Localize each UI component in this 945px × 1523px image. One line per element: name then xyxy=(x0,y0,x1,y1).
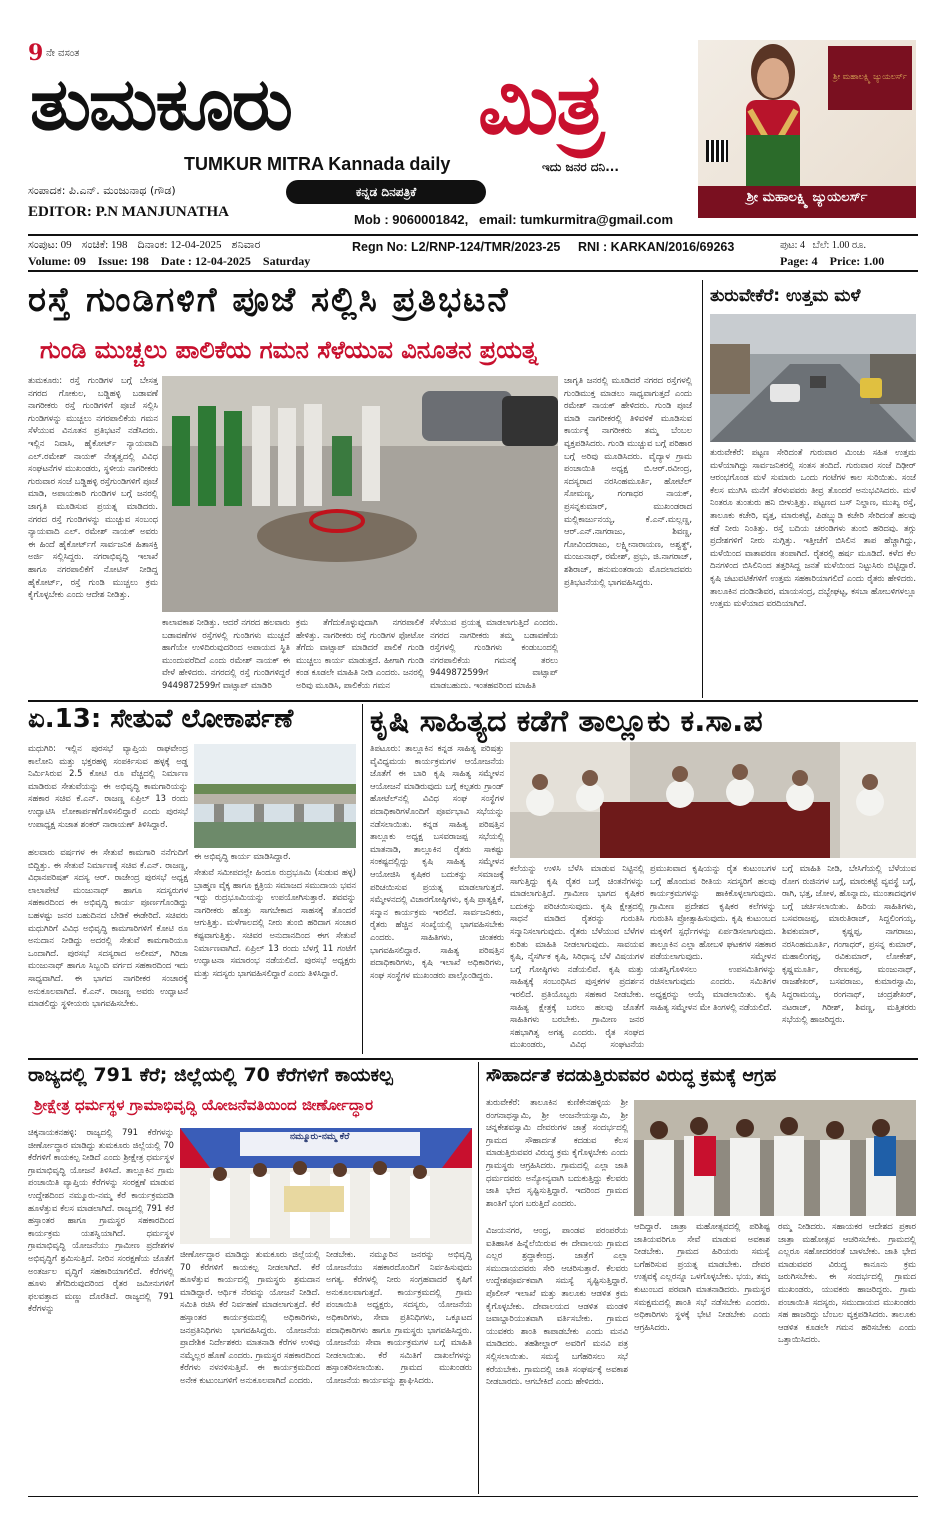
dateline-kannada xyxy=(28,239,368,252)
edition-number: 9 xyxy=(28,40,44,66)
dateline-top-rule xyxy=(28,234,918,236)
ad-logo-block: ಶ್ರೀ ಮಹಾಲಕ್ಷ್ಮಿ ಜ್ಯುಯಲರ್ಸ್ xyxy=(828,46,912,110)
day-kannada: ಶನಿವಾರ xyxy=(231,239,261,251)
harmony-column-c: ರಮ್ಮ ನೀಡಿದರು. ಸಹಾಯಕರ ಆದೇಶದ ಪ್ರಕಾರ ಜಾತ್ರಾ ಮಹೋತ್ಸವ ಆಚರಿಸಬೇಕು. ಗ್ರಾಮದಲ್ಲಿ ಎಲ್ಲರೂ ಸಹೋದರರಂತೆ ಬಾಳಬೇಕು. ಜಾತಿ ಭೇದ ಮಾಡುವವರ ವಿರುದ್ಧ ಕಾನೂನು ಕ್ರಮ ಜರುಗಿಸಬೇಕು. ಈ ಸಂದರ್ಭದಲ್ಲಿ ಗ್ರಾಮದ ಮುಖಂಡರು, ಯುವಕರು ಹಾಜರಿದ್ದರು. ಗ್ರಾಮ ಪಂಚಾಯಿತಿ ಸದಸ್ಯರು, ಸಮುದಾಯದ ಮುಖಂಡರು ಸಹ ಹಾಜರಿದ್ದು ಬೆಂಬಲ ವ್ಯಕ್ತಪಡಿಸಿದರು. ತಾಲೂಕು ಆಡಳಿತ ಕೂಡಲೇ ಗಮನ ಹರಿಸಬೇಕು ಎಂದು ಒತ್ತಾಯಿಸಿದರು. xyxy=(778,1221,916,1345)
bridge-photo xyxy=(194,744,356,848)
column-rule-right xyxy=(702,280,703,698)
kasapa-photo-meeting xyxy=(510,742,916,858)
page-price-kannada: ಪುಟ: 4 ಬೆಲೆ: 1.00 ರೂ. xyxy=(780,240,867,251)
column-rule-bottom xyxy=(478,1062,479,1494)
lead-headline: ರಸ್ತೆ ಗುಂಡಿಗಳಿಗೆ ಪೂಜೆ ಸಲ್ಲಿಸಿ ಪ್ರತಿಭಟನೆ xyxy=(28,280,510,320)
kasapa-column-mid2: ಪ್ರಮುಖವಾದ ಕೃಷಿಯನ್ನು ರೈತ ಕುಟುಂಬಗಳ ಬಗ್ಗೆ ಹೊಂದುವ ರೀತಿಯ ಸದಸ್ಯರಿಗೆ ಹಲವು ಕಾರ್ಯಕ್ರಮಗಳನ್ನು ಹಾಕಿಕೊಳ್ಳಲಾಗುವುದು. ಗ್ರಾಮೀಣ ಪ್ರದೇಶದ ಕೃಷಿಕರ ಕಲೆಗಳನ್ನು ಗುರುತಿಸಿ ಪ್ರೋತ್ಸಾಹಿಸುವುದು. ಕೃಷಿ ಕುಟುಂಬದ ಮಕ್ಕಳಿಗೆ ಸ್ಪರ್ಧೆಗಳನ್ನು ಏರ್ಪಡಿಸಲಾಗುವುದು. ತಾಲ್ಲೂಕಿನ ಎಲ್ಲಾ ಹೋಬಳಿ ಘಟಕಗಳ ಸಹಕಾರ ಪಡೆಯಲಾಗುವುದು. ಸಮ್ಮೇಳನ ಯಶಸ್ವಿಗೊಳಿಸಲು ಉಪಸಮಿತಿಗಳನ್ನು ರಚಿಸಲಾಗುವುದು ಎಂದರು. ಸಮಿತಿಗಳ ಅಧ್ಯಕ್ಷರನ್ನು ಆಯ್ಕೆ ಮಾಡಲಾಯಿತು. ಕೃಷಿ ಸಾಹಿತ್ಯ ಸಮ್ಮೇಳನ ಮೇ ತಿಂಗಳಲ್ಲಿ ನಡೆಯಲಿದೆ. xyxy=(650,863,776,1012)
masthead-title-right: ಮಿತ್ರ xyxy=(478,54,603,153)
lead-subhead: ಗುಂಡಿ ಮುಚ್ಚಲು ಪಾಲಿಕೆಯ ಗಮನ ಸೆಳೆಯುವ ವಿನೂತನ ಪ್ರಯತ್ನ xyxy=(40,336,538,364)
contact-line: Mob : 9060001842, email: tumkurmitra@gmail.com xyxy=(354,212,674,227)
date-kannada: ದಿನಾಂಕ: 12-04-2025 xyxy=(137,239,222,251)
lead-column-3: ಕ್ರಮ ತೆಗೆದುಕೊಳ್ಳುವುದಾಗಿ ನಗರಪಾಲಿಕೆ ಹೇಳಿತ್ತು. ನಾಗರೀಕರು ರಸ್ತೆ ಗುಂಡಿಗಳ ಫೋಟೋ ತೆಗೆದು ವಾಟ್ಸಾಪ್ ಮಾಡಿದರೆ ಪಾಲಿಕೆ ಗುಂಡಿ ಮುಚ್ಚಲು ಕಾರ್ಯ ಮಾಡುತ್ತದೆ. ಹೀಗಾಗಿ ಗುಂಡಿ ಕಂಡ ಕೂಡಲೇ ಮಾಹಿತಿ ನೀಡಿ ಎಂದರು. ಜನರಲ್ಲಿ ಅರಿವು ಮೂಡಿಸಿ, ಪಾಲಿಕೆಯ ಗಮನ xyxy=(296,617,424,690)
lead-column-2: ಕಾಲಾವಕಾಶ ನೀಡಿತ್ತು. ಆದರೆ ನಗರದ ಹಲವಾರು ಬಡಾವಣೆಗಳ ರಸ್ತೆಗಳಲ್ಲಿ ಗುಂಡಿಗಳು ಮುಚ್ಚದೆ ಹಾಗೆಯೇ ಉಳಿದಿರುವುದರಿಂದ ಅಪಾಯದ ಸ್ಥಿತಿ ಮುಂದುವರೆದಿದೆ ಎಂದು ರಮೇಶ್ ನಾಯಕ್ ಈ ವೇಳೆ ಹೇಳಿದರು. ನಗರದಲ್ಲಿ ರಸ್ತೆ ಗುಂಡಿಗಳಿದ್ದರೆ 9449872599ಗೆ ವಾಟ್ಸಾಪ್ ಮಾಡಿರಿ xyxy=(162,617,290,690)
lakes-column-2: ಜೀರ್ಣೋದ್ಧಾರ ಮಾಡಿದ್ದು ತುಮಕೂರು ಜಿಲ್ಲೆಯಲ್ಲಿ 70 ಕೆರೆಗಳಿಗೆ ಕಾಯಕಲ್ಪ ನೀಡಲಾಗಿದೆ. ಕೆರೆ ಹೂಳೆತ್ತುವ ಕಾರ್ಯದಲ್ಲಿ ಗ್ರಾಮಸ್ಥರು ಶ್ರಮದಾನ ಮಾಡಿದ್ದಾರೆ. ಆರ್ಥಿಕ ನೆರವನ್ನು ಯೋಜನೆ ನೀಡಿದೆ. ಸಮಿತಿ ರಚಿಸಿ ಕೆರೆ ನಿರ್ವಹಣೆ ಮಾಡಲಾಗುತ್ತದೆ. ಕೆರೆ ಹಸ್ತಾಂತರ ಕಾರ್ಯಕ್ರಮದಲ್ಲಿ ಅಧಿಕಾರಿಗಳು, ಜನಪ್ರತಿನಿಧಿಗಳು ಭಾಗವಹಿಸಿದ್ದರು. ಯೋಜನೆಯ ಪ್ರಾದೇಶಿಕ ನಿರ್ದೇಶಕರು ಮಾತನಾಡಿ ಕೆರೆಗಳ ಉಳಿವು ನಮ್ಮೆಲ್ಲರ ಹೊಣೆ ಎಂದರು. ಗ್ರಾಮಸ್ಥರ ಸಹಕಾರದಿಂದ ಕೆರೆಗಳು ನಳನಳಿಸುತ್ತಿವೆ. ಈ ಕಾರ್ಯಕ್ರಮದಿಂದ ಅನೇಕ ಕುಟುಂಬಗಳಿಗೆ ಅನುಕೂಲವಾಗಿದೆ ಎಂದರು. xyxy=(180,1249,320,1385)
lakes-headline: ರಾಜ್ಯದಲ್ಲಿ 791 ಕೆರೆ; ಜಿಲ್ಲೆಯಲ್ಲಿ 70 ಕೆರೆಗಳಿಗೆ ಕಾಯಕಲ್ಪ xyxy=(28,1064,393,1086)
lead-photo-protest xyxy=(162,376,558,612)
column-rule-mid xyxy=(362,704,363,1054)
editor-kannada: ಸಂಪಾದಕ: ಪಿ.ಎನ್. ಮಂಜುನಾಥ (ಗೌಡ) xyxy=(28,184,176,197)
rain-body: ತುರುವೇಕೆರೆ: ಪಟ್ಟಣ ಸೇರಿದಂತೆ ಗುರುವಾರ ಮಿಂಚು ಸಹಿತ ಉತ್ತಮ ಮಳೆಯಾಗಿದ್ದು ಸಾರ್ವಜನಿಕರಲ್ಲಿ ಸಂತಸ ತಂದಿದೆ. ಗುರುವಾರ ಸಂಜೆ ದಿಢೀರ್ ಆರಂಭಗೊಂಡ ಮಳೆ ಸುಮಾರು ಒಂದು ಗಂಟೆಗಳ ಕಾಲ ಸುರಿಯಿತು. ಸಂಜೆ ಕೆಲಸ ಮುಗಿಸಿ ಮನೆಗೆ ತೆರಳುವವರು ತೀವ್ರ ತೊಂದರೆ ಅನುಭವಿಸಿದರು. ಮಳೆ ನಿಂತರೂ ತುಂತುರು ಹನಿ ಬೀಳುತ್ತಿತ್ತು. ಪಟ್ಟಣದ ಬಸ್ ನಿಲ್ದಾಣ, ಮುಖ್ಯ ರಸ್ತೆ, ತಾಲೂಕು ಕಚೇರಿ, ವೃತ್ತ, ಮಾರುಕಟ್ಟೆ, ಪಿಡಬ್ಲ್ಯುಡಿ ಕಚೇರಿ ಸೇರಿದಂತೆ ಹಲವು ಕಡೆ ನೀರು ನಿಂತಿತ್ತು. ರಸ್ತೆ ಬದಿಯ ಚರಂಡಿಗಳು ತುಂಬಿ ಹರಿದವು. ತಗ್ಗು ಪ್ರದೇಶಗಳಿಗೆ ನೀರು ನುಗ್ಗಿತ್ತು. ಇತ್ತೀಚೆಗೆ ಬಿಸಿಲಿನ ತಾಪ ಹೆಚ್ಚಾಗಿದ್ದು, ಮಳೆಯಿಂದ ವಾತಾವರಣ ತಂಪಾಗಿದೆ. ರೈತರಲ್ಲಿ ಹರ್ಷ ಮೂಡಿದೆ. ಕಳೆದ ಕೆಲ ದಿನಗಳಿಂದ ಬಿಸಿಲಿನಿಂದ ತತ್ತರಿಸಿದ್ದ ಜನತೆ ಮಳೆಯಿಂದ ನಿಟ್ಟುಸಿರು ಬಿಟ್ಟಿದ್ದಾರೆ. ಕೃಷಿ ಚಟುವಟಿಕೆಗಳಿಗೆ ಉತ್ತಮ ಸಹಕಾರಿಯಾಗಲಿದೆ ಎಂದು ರೈತರು ಹೇಳಿದರು. ತಾಲೂಕಿನ ದಂಡಿನಶಿವರ, ಮಾಯಸಂದ್ರ, ದಬ್ಬೇಘಟ್ಟ, ಕಸಬಾ ಹೋಬಳಿಗಳಲ್ಲೂ ಉತ್ತಮ ಮಳೆಯಾದ ವರದಿಯಾಗಿದೆ. xyxy=(710,447,916,609)
dateline-bottom-rule xyxy=(28,270,918,272)
masthead xyxy=(0,0,945,232)
harmony-column-b: ಆದಿದ್ದಾರೆ. ಜಾತ್ರಾ ಮಹೋತ್ಸವದಲ್ಲಿ ಪರಿಶಿಷ್ಟ ಜಾತಿಯವರಿಗೂ ಸೇವೆ ಮಾಡುವ ಅವಕಾಶ ನೀಡಬೇಕು. ಗ್ರಾಮದ ಹಿರಿಯರು ಸಮಸ್ಯೆ ಬಗೆಹರಿಸುವ ಪ್ರಯತ್ನ ಮಾಡಬೇಕು. ದೇವರ ಉತ್ಸವಕ್ಕೆ ಎಲ್ಲರನ್ನೂ ಒಳಗೊಳ್ಳಬೇಕು. ಭಯ, ತಮ್ಮ ಕುಟುಂಬದ ಪರವಾಗಿ ಮಾತನಾಡಿದರು. ಗ್ರಾಮಸ್ಥರ ಸಮಕ್ಷಮದಲ್ಲಿ ಶಾಂತಿ ಸಭೆ ನಡೆಸಬೇಕು ಎಂದರು. ಅಧಿಕಾರಿಗಳು ಸ್ಥಳಕ್ಕೆ ಭೇಟಿ ನೀಡಬೇಕು ಎಂದು ಆಗ್ರಹಿಸಿದರು. xyxy=(634,1221,770,1332)
page-price-english: Page: 4 Price: 1.00 xyxy=(780,254,885,268)
dateline-english xyxy=(28,254,368,269)
editor-english: EDITOR: P.N MANJUNATHA xyxy=(28,204,229,220)
rni-number: RNI : KARKAN/2016/69263 xyxy=(578,240,735,254)
rain-headline: ತುರುವೇಕೆರೆ: ಉತ್ತಮ ಮಳೆ xyxy=(710,286,861,306)
issue-kannada: ಸಂಚಿಕೆ: 198 xyxy=(81,239,128,251)
bridge-column-a: ಹಲವಾರು ವರ್ಷಗಳ ಈ ಸೇತುವೆ ಕಾಮಗಾರಿ ನನೆಗುದಿಗೆ ಬಿದ್ದಿತ್ತು. ಈ ಸೇತುವೆ ನಿರ್ಮಾಣಕ್ಕೆ ಸಚಿವ ಕೆ.ಎನ್. ರಾಜಣ್ಣ, ವಿಧಾನಪರಿಷತ್ ಸದಸ್ಯ ಆರ್. ರಾಜೇಂದ್ರ ಪುರಸಭೆ ಅಧ್ಯಕ್ಷ ಲಾಲಾಪೇಟೆ ಮಂಜುನಾಥ್ ಹಾಗೂ ಸದಸ್ಯರುಗಳ ಸಹಕಾರದಿಂದ ಈ ಅಭಿವೃದ್ಧಿ ಕಾರ್ಯ ಪೂರ್ಣಗೊಂಡಿದ್ದು ಬಹಳಷ್ಟು ಜನರ ಬಹುದಿನದ ಬೇಡಿಕೆ ಈಡೇರಿದೆ. ಸಚಿವರು ಮಧುಗಿರಿಗೆ ವಿವಿಧ ಅಭಿವೃದ್ಧಿ ಕಾಮಗಾರಿಗಳಿಗೆ ಕೋಟಿ ರೂ ಅನುದಾನ ನೀಡಿದ್ದು ಅದರಲ್ಲಿ ಸೇತುವೆ ಕಾಮಗಾರಿಯೂ ಒಂದಾಗಿದೆ. ಪುರಸಭೆ ಸದಸ್ಯರಾದ ಅಲೀಮ್, ಗಿರಿಜಾ ಮಂಜುನಾಥ್ ಹಾಗೂ ಸಿಬ್ಬಂದಿ ವರ್ಗದ ಸಹಕಾರದಿಂದ ಇದು ಸಾಧ್ಯವಾಗಿದೆ. ಈ ಭಾಗದ ನಾಗರೀಕರ ಸಂಚಾರಕ್ಕೆ ಅನುಕೂಲವಾಗಿದೆ. ಕೆ.ಎನ್. ರಾಜಣ್ಣ ಅವರು ಉದ್ಘಾಟನೆ ಮಾಡಲಿದ್ದು ಸ್ಥಳೀಯರು ಭಾಗವಹಿಸಬೇಕು. xyxy=(28,847,188,1009)
lakes-photo-ceremony xyxy=(180,1128,472,1244)
kasapa-column-mid: ಕಲೆಯನ್ನು ಉಳಿಸಿ ಬೆಳೆಸಿ ಮಾಡುವ ನಿಟ್ಟಿನಲ್ಲಿ ಸಾಗುತ್ತಿದ್ದು ಕೃಷಿ ರೈತರ ಬಗ್ಗೆ ಚಿಂತನೆಗಳನ್ನು ಮಾಡಲಾಗುತ್ತಿದೆ. ಗ್ರಾಮೀಣ ಭಾಗದ ಕೃಷಿಕರ ಬದುಕನ್ನು ಪರಿಚಯಿಸುವುದು. ಕೃಷಿ ಕ್ಷೇತ್ರದಲ್ಲಿ ಸಾಧನೆ ಮಾಡಿದ ರೈತರನ್ನು ಗುರುತಿಸಿ ಸನ್ಮಾನಿಸಲಾಗುವುದು. ರೈತರು ಬೆಳೆಯುವ ಬೆಳೆಗಳ ಕುರಿತು ಮಾಹಿತಿ ನೀಡಲಾಗುವುದು. ಸಾವಯವ ಕೃಷಿ, ನೈಸರ್ಗಿಕ ಕೃಷಿ, ಸಿರಿಧಾನ್ಯ ಬೆಳೆ ವಿಷಯಗಳ ಬಗ್ಗೆ ಗೋಷ್ಠಿಗಳು ನಡೆಯಲಿವೆ. ಕೃಷಿ ಮತ್ತು ಸಾಹಿತ್ಯಕ್ಕೆ ಸಂಬಂಧಿಸಿದ ಪುಸ್ತಕಗಳ ಪ್ರದರ್ಶನ ಇರಲಿದೆ. ಪ್ರತಿಯೊಬ್ಬರು ಸಹಕಾರ ನೀಡಬೇಕು. ಸಾಹಿತ್ಯ ಕ್ಷೇತ್ರಕ್ಕೆ ಬರಲು ಹಲವು ಜೊತೆಗೆ ಸಾಹಿತಿಗಳು ಬರಬೇಕು. ಗ್ರಾಮೀಣ ಜನರ ಸಹಭಾಗಿತ್ವ ಅಗತ್ಯ ಎಂದರು. ರೈತ ಸಂಘದ ಮುಖಂಡರು, ವಿವಿಧ ಸಂಘಟನೆಯ xyxy=(510,863,644,1050)
kasapa-headline: ಕೃಷಿ ಸಾಹಿತ್ಯದ ಕಡೆಗೆ ತಾಲ್ಲೂಕು ಕ.ಸಾ.ಪ xyxy=(370,704,763,739)
section-rule-1 xyxy=(28,700,918,702)
english-title: TUMKUR MITRA Kannada daily xyxy=(184,154,451,174)
lead-column-1: ತುಮಕೂರು: ರಸ್ತೆ ಗುಂಡಿಗಳ ಬಗ್ಗೆ ಬೇಸತ್ತ ನಗರದ ಗೋಕುಲ, ಬಡ್ಡಿಹಳ್ಳಿ ಬಡಾವಣೆ ನಾಗರೀಕರು ರಸ್ತೆ ಗುಂಡಿಗಳಿಗೆ ಪೂಜೆ ಸಲ್ಲಿಸಿ ಗುಂಡಿಗಳನ್ನು ಮುಚ್ಚಲು ನಗರಪಾಲಿಕೆಯ ಗಮನ ಸೆಳೆಯುವ ವಿನೂತನ ಪ್ರತಿಭಟನೆ ನಡೆಸಿದರು. ಇಲ್ಲಿನ ನಿವಾಸಿ, ಹೈಕೋರ್ಟ್ ನ್ಯಾಯವಾದಿ ಎಲ್.ರಮೇಶ್ ನಾಯಕ್ ನೇತೃತ್ವದಲ್ಲಿ ವಿವಿಧ ಸಂಘಟನೆಗಳ ಮುಖಂಡರು, ಸ್ಥಳೀಯ ನಾಗರೀಕರು ಗುರುವಾರ ಸಂಜೆ ಬಡ್ಡಿಹಳ್ಳಿ ರಸ್ತೆಗುಂಡಿಗಳಿಗೆ ಪೂಜೆ ಮಾಡಿ, ಅಪಾಯಕಾರಿ ಗುಂಡಿಗಳ ಬಗ್ಗೆ ಜನರಲ್ಲಿ ಜಾಗೃತಿ ಮೂಡಿಸುವ ಪ್ರಯತ್ನ ಮಾಡಿದರು. ನಗರದ ರಸ್ತೆ ಗುಂಡಿಗಳನ್ನು ಮುಚ್ಚುವ ಸಂಬಂಧ ನ್ಯಾಯವಾದಿ ಎಲ್. ರಮೇಶ್ ನಾಯಕ್ ಅವರು ಈ ಹಿಂದೆ ಹೈಕೋರ್ಟ್‌ಗೆ ಸಾರ್ವಜನಿಕ ಹಿತಾಸಕ್ತಿ ಅರ್ಜಿ ಸಲ್ಲಿಸಿದ್ದರು. ನಗರಾಭಿವೃದ್ಧಿ ಇಲಾಖೆ ಹಾಗೂ ನಗರಪಾಲಿಕೆಗೆ ನೋಟಿಸ್ ನೀಡಿದ್ದ ಹೈಕೋರ್ಟ್, ರಸ್ತೆ ಗುಂಡಿ ಮುಚ್ಚಲು ಕ್ರಮ ಕೈಗೊಳ್ಳಬೇಕು ಎಂದು ಆದೇಶ ನೀಡಿತ್ತು. xyxy=(28,375,158,600)
kasapa-column-right: ಬಗ್ಗೆ ಮಾಹಿತಿ ನೀಡಿ, ಬೇಸಿಗೆಯಲ್ಲಿ ಬೆಳೆಯುವ ರೋಗ ರುಜಿನಗಳ ಬಗ್ಗೆ, ಮಾರುಕಟ್ಟೆ ವ್ಯವಸ್ಥೆ ಬಗ್ಗೆ, ರಾಗಿ, ಭತ್ತ, ಜೋಳ, ಹೊನ್ನಾದು, ಮುಂತಾದವುಗಳ ಬಗ್ಗೆ ಚರ್ಚಿಸಲಾಯಿತು. ಹಿರಿಯ ಸಾಹಿತಿಗಳು, ಬಸವರಾಜಪ್ಪ, ಮಾರುತಿರಾಜ್, ಸಿದ್ದಲಿಂಗಯ್ಯ, ಶಿವಕುಮಾರ್, ಕೃಷ್ಣಪ್ಪ, ನಾಗರಾಜು, ನರಸಿಂಹಮೂರ್ತಿ, ಗಂಗಾಧರ್, ಪ್ರಸನ್ನ ಕುಮಾರ್, ಮಹಾಲಿಂಗಪ್ಪ, ರವಿಕುಮಾರ್, ಲೋಕೇಶ್, ಕೃಷ್ಣಮೂರ್ತಿ, ರೇಣುಕಪ್ಪ, ಮಂಜುನಾಥ್, ರಾಜಶೇಖರ್, ಬಸವರಾಜು, ಕುಮಾರಸ್ವಾಮಿ, ಸಿದ್ದರಾಮಯ್ಯ, ರಂಗನಾಥ್, ಚಂದ್ರಶೇಖರ್, ನಟರಾಜ್, ಗಿರೀಶ್, ಶಿವಣ್ಣ, ಮತ್ತಿತರರು ಸಭೆಯಲ್ಲಿ ಹಾಜರಿದ್ದರು. xyxy=(782,863,916,1025)
ad-model-photo xyxy=(728,40,818,190)
rain-photo-street xyxy=(710,314,916,442)
kannada-daily-badge: ಕನ್ನಡ ದಿನಪತ್ರಿಕೆ xyxy=(286,180,486,204)
bridge-photo-caption: ಈ ಅಭಿವೃದ್ಧಿ ಕಾರ್ಯ ಮಾಡಿಸಿದ್ದಾರೆ. xyxy=(194,851,291,861)
ad-brand-banner: ಶ್ರೀ ಮಹಾಲಕ್ಷ್ಮಿ ಜ್ಯುಯಲರ್ಸ್ xyxy=(698,186,916,218)
kasapa-column-left: ತಿಪಟೂರು: ತಾಲ್ಲೂಕಿನ ಕನ್ನಡ ಸಾಹಿತ್ಯ ಪರಿಷತ್ತು ವೈವಿಧ್ಯಮಯ ಕಾರ್ಯಕ್ರಮಗಳ ಆಯೋಜನೆಯ ಜೊತೆಗೆ ಈ ಬಾರಿ ಕೃಷಿ ಸಾಹಿತ್ಯ ಸಮ್ಮೇಳನ ಆಯೋಜನೆ ಮಾಡಿರುವುದು ಬಗ್ಗೆ ಕಲ್ಪತರು ಗ್ರಾಂಡ್ ಹೋಟೆಲ್‌ನಲ್ಲಿ ವಿವಿಧ ಸಂಘ ಸಂಸ್ಥೆಗಳ ಪದಾಧಿಕಾರಿಗಳೊಂದಿಗೆ ಪೂರ್ವಭಾವಿ ಸಭೆಯನ್ನು ನಡೆಸಲಾಯಿತು. ಕನ್ನಡ ಸಾಹಿತ್ಯ ಪರಿಷತ್ತಿನ ತಾಲ್ಲೂಕು ಅಧ್ಯಕ್ಷ ಬಸವರಾಜಪ್ಪ ಸಭೆಯಲ್ಲಿ ಮಾತನಾಡಿ, ತಾಲ್ಲೂಕಿನ ರೈತರು ಸಾಕಷ್ಟು ಸಂಕಷ್ಟದಲ್ಲಿದ್ದು ಕೃಷಿ ಸಾಹಿತ್ಯ ಸಮ್ಮೇಳನ ಆಯೋಜಿಸಿ ಕೃಷಿಕರ ಬದುಕನ್ನು ಸಮಾಜಕ್ಕೆ ಪರಿಚಯಿಸುವ ಪ್ರಯತ್ನ ಮಾಡಲಾಗುತ್ತದೆ. ಸಮ್ಮೇಳನದಲ್ಲಿ ವಿಚಾರಗೋಷ್ಠಿಗಳು, ಕೃಷಿ ಪ್ರಾತ್ಯಕ್ಷಿಕೆ, ಸನ್ಮಾನ ಕಾರ್ಯಕ್ರಮ ಇರಲಿದೆ. ಸಾರ್ವಜನಿಕರು, ರೈತರು ಹೆಚ್ಚಿನ ಸಂಖ್ಯೆಯಲ್ಲಿ ಭಾಗವಹಿಸಬೇಕು ಎಂದರು. ಸಾಹಿತಿಗಳು, ಚಿಂತಕರು ಭಾಗವಹಿಸಲಿದ್ದಾರೆ. ಸಾಹಿತ್ಯ ಪರಿಷತ್ತಿನ ಪದಾಧಿಕಾರಿಗಳು, ಕೃಷಿ ಇಲಾಖೆ ಅಧಿಕಾರಿಗಳು, ಸಂಘ ಸಂಸ್ಥೆಗಳ ಮುಖಂಡರು ಪಾಲ್ಗೊಂಡಿದ್ದರು. xyxy=(370,743,504,980)
section-rule-2 xyxy=(28,1058,918,1060)
harmony-photo-villagers xyxy=(634,1100,916,1216)
lakes-column-1: ಚಿಕ್ಕನಾಯಕನಹಳ್ಳಿ: ರಾಜ್ಯದಲ್ಲಿ 791 ಕೆರೆಗಳನ್ನು ಜೀರ್ಣೋದ್ಧಾರ ಮಾಡಿದ್ದು ತುಮಕೂರು ಜಿಲ್ಲೆಯಲ್ಲಿ 70 ಕೆರೆಗಳಿಗೆ ಕಾಯಕಲ್ಪ ನೀಡಿದೆ ಎಂದು ಶ್ರೀಕ್ಷೇತ್ರ ಧರ್ಮಸ್ಥಳ ಗ್ರಾಮಾಭಿವೃದ್ಧಿ ಯೋಜನೆ ತಿಳಿಸಿದೆ. ತಾಲ್ಲೂಕಿನ ಗ್ರಾಮ ಪಂಚಾಯಿತಿ ವ್ಯಾಪ್ತಿಯ ಕೆರೆಗಳನ್ನು ಸಂರಕ್ಷಣೆ ಮಾಡುವ ಉದ್ದೇಶದಿಂದ ನಮ್ಮೂರು-ನಮ್ಮ ಕೆರೆ ಕಾರ್ಯಕ್ರಮದಡಿ ಹೂಳೆತ್ತುವ ಕೆಲಸ ಮಾಡಲಾಗಿದೆ. ರಾಜ್ಯದಲ್ಲಿ 791 ಕೆರೆ ಹಸ್ತಾಂತರ ಹಾಗೂ ಗ್ರಾಮಸ್ಥರ ಸಹಕಾರದಿಂದ ಕಾರ್ಯಕ್ರಮ ಯಶಸ್ವಿಯಾಗಿದೆ. ಧರ್ಮಸ್ಥಳ ಗ್ರಾಮಾಭಿವೃದ್ಧಿ ಯೋಜನೆಯು ಗ್ರಾಮೀಣ ಪ್ರದೇಶಗಳ ಅಭಿವೃದ್ಧಿಗೆ ಶ್ರಮಿಸುತ್ತಿದೆ. ನೀರಿನ ಸಂರಕ್ಷಣೆಯ ಜೊತೆಗೆ ಅಂತರ್ಜಲ ವೃದ್ಧಿಗೆ ಸಹಕಾರಿಯಾಗಲಿದೆ. ಕೆರೆಗಳಲ್ಲಿ ಹೂಳು ತೆಗೆದಿರುವುದರಿಂದ ರೈತರ ಜಮೀನುಗಳಿಗೆ ಫಲವತ್ತಾದ ಮಣ್ಣು ದೊರೆತಿದೆ. ರಾಜ್ಯದಲ್ಲಿ 791 ಕೆರೆಗಳನ್ನು xyxy=(28,1127,174,1314)
lakes-column-3: ನೀಡಬೇಕು. ನಮ್ಮೂರಿನ ಜನರನ್ನು ಅಭಿವೃದ್ಧಿ ಯೋಜನೆಯು ಸಹಕಾರದೊಂದಿಗೆ ನಿರ್ವಹಿಸುವುದು ಅಗತ್ಯ. ಕೆರೆಗಳಲ್ಲಿ ನೀರು ಸಂಗ್ರಹವಾದರೆ ಕೃಷಿಗೆ ಅನುಕೂಲವಾಗುತ್ತದೆ. ಕಾರ್ಯಕ್ರಮದಲ್ಲಿ ಗ್ರಾಮ ಪಂಚಾಯಿತಿ ಅಧ್ಯಕ್ಷರು, ಸದಸ್ಯರು, ಯೋಜನೆಯ ಅಧಿಕಾರಿಗಳು, ಸೇವಾ ಪ್ರತಿನಿಧಿಗಳು, ಒಕ್ಕೂಟದ ಪದಾಧಿಕಾರಿಗಳು ಹಾಗೂ ಗ್ರಾಮಸ್ಥರು ಭಾಗವಹಿಸಿದ್ದರು. ಯೋಜನೆಯ ಸೇವಾ ಕಾರ್ಯಕ್ರಮಗಳ ಬಗ್ಗೆ ಮಾಹಿತಿ ನೀಡಲಾಯಿತು. ಕೆರೆ ಸಮಿತಿಗೆ ದಾಖಲೆಗಳನ್ನು ಹಸ್ತಾಂತರಿಸಲಾಯಿತು. ಗ್ರಾಮದ ಮುಖಂಡರು ಯೋಜನೆಯ ಕಾರ್ಯವನ್ನು ಶ್ಲಾಘಿಸಿದರು. xyxy=(326,1249,472,1385)
lead-column-5: ಜಾಗೃತಿ ಜನರಲ್ಲಿ ಮೂಡಿದರೆ ನಗರದ ರಸ್ತೆಗಳಲ್ಲಿ ಗುಂಡಿಮುಕ್ತ ಮಾಡಲು ಸಾಧ್ಯವಾಗುತ್ತದೆ ಎಂದು ರಮೇಶ್ ನಾಯಕ್ ಹೇಳಿದರು. ಗುಂಡಿ ಪೂಜೆ ಮಾಡಿ ನಾಗರೀಕರಲ್ಲಿ ತಿಳಿವಳಿಕೆ ಮೂಡಿಸುವ ಕಾರ್ಯಕ್ಕೆ ನಾಗರೀಕರು ತಮ್ಮ ಬೆಂಬಲ ವ್ಯಕ್ತಪಡಿಸಿದರು. ಗುಂಡಿ ಮುಚ್ಚುವ ಬಗ್ಗೆ ಪರಿಹಾರ ಬಗ್ಗೆ ಅರಿವು ಮೂಡಿಸಿದರು. ವೈದ್ಯಾಳ ಗ್ರಾಮ ಪಂಚಾಯಿತಿ ಅಧ್ಯಕ್ಷ ಬಿ.ಆರ್.ರವೀಂದ್ರ, ಸದಸ್ಯರಾದ ನರಸಿಂಹಮೂರ್ತಿ, ಹೋಟೆಲ್ ಸೋಮಣ್ಣ, ಗಂಗಾಧರ ನಾಯಕ್, ಪ್ರಸನ್ನಕುಮಾರ್, ಮುಖಂಡರಾದ ಮಲ್ಲಿಕಾರ್ಜುನಯ್ಯ, ಕೆ.ಎನ್.ಮಲ್ಲಣ್ಣ, ಆರ್.ಎನ್.ನಾಗರಾಜು, ಶಿವಣ್ಣ, ಗೋವಿಂದರಾಜು, ಲಕ್ಷ್ಮೀನಾರಾಯಣ, ಅಶ್ವತ್ಥ್, ಮಂಜುನಾಥ್, ರಮೇಶ್, ಪ್ರಭು, ಜಿ.ನಾಗರಾಜ್, ಶಶಿರಾಜ್, ಹನುಮಂತರಾಯ ಮೊದಲಾದವರು ಪ್ರತಿಭಟನೆಯಲ್ಲಿ ಭಾಗವಹಿಸಿದ್ದರು. xyxy=(564,375,692,587)
harmony-headline: ಸೌಹಾರ್ದತೆ ಕದಡುತ್ತಿರುವವರ ವಿರುದ್ಧ ಕ್ರಮಕ್ಕೆ ಆಗ್ರಹ xyxy=(486,1066,777,1086)
edition-suffix: ನೇ ವಸಂತ xyxy=(46,48,80,59)
lead-column-4: ಸೆಳೆಯುವ ಪ್ರಯತ್ನ ಮಾಡಲಾಗುತ್ತಿದೆ ಎಂದರು. ನಗರದ ನಾಗರೀಕರು ತಮ್ಮ ಬಡಾವಣೆಯ ರಸ್ತೆಗಳಲ್ಲಿ ಗುಂಡಿಗಳು ಕಂಡುಬಂದಲ್ಲಿ ನಗರಪಾಲಿಕೆಯ ಗಮನಕ್ಕೆ ತರಲು 9449872599ಗೆ ವಾಟ್ಸಾಪ್ ಮಾಡಬಹುದು. ಇಂತಹವರಿಂದ ಮಾಹಿತಿ xyxy=(430,617,558,690)
masthead-title-left: ತುಮಕೂರು xyxy=(30,61,291,146)
lakes-banner-text: ನಮ್ಮೂರು-ನಮ್ಮ ಕೆರೆ xyxy=(290,1132,350,1142)
issue-english: Issue: 198 xyxy=(97,254,149,268)
jewellery-advertisement xyxy=(698,40,916,218)
page-bottom-rule xyxy=(28,1496,918,1497)
harmony-column-a: ವಿಜಯನಗರ, ಆಂಧ್ರ, ಪಾಂಡವ ಪರಂಪರೆಯ ಐತಿಹಾಸಿಕ ಹಿನ್ನೆಲೆಯಿರುವ ಈ ದೇವಾಲಯ ಗ್ರಾಮದ ಎಲ್ಲರ ಶ್ರದ್ಧಾಕೇಂದ್ರ. ಜಾತ್ರೆಗೆ ಎಲ್ಲಾ ಸಮುದಾಯದವರು ಸೇರಿ ಆಚರಿಸುತ್ತಾರೆ. ಕೆಲವರು ಉದ್ದೇಶಪೂರ್ವಕವಾಗಿ ಸಮಸ್ಯೆ ಸೃಷ್ಟಿಸುತ್ತಿದ್ದಾರೆ. ಪೊಲೀಸ್ ಇಲಾಖೆ ಮತ್ತು ತಾಲೂಕು ಆಡಳಿತ ಕ್ರಮ ಕೈಗೊಳ್ಳಬೇಕು. ದೇವಾಲಯದ ಆಡಳಿತ ಮಂಡಳಿ ಜವಾಬ್ದಾರಿಯುತವಾಗಿ ವರ್ತಿಸಬೇಕು. ಗ್ರಾಮದ ಯುವಕರು ಶಾಂತಿ ಕಾಪಾಡಬೇಕು ಎಂದು ಮನವಿ ಮಾಡಿದರು. ತಹಶೀಲ್ದಾರ್ ಅವರಿಗೆ ಮನವಿ ಪತ್ರ ಸಲ್ಲಿಸಲಾಯಿತು. ಸಮಸ್ಯೆ ಬಗೆಹರಿಸಲು ಸಭೆ ಕರೆಯಬೇಕು. ಗ್ರಾಮದಲ್ಲಿ ಜಾತಿ ಸಂಘರ್ಷಕ್ಕೆ ಅವಕಾಶ ನೀಡಬಾರದು. ಆಗಬೇಕಿದೆ ಎಂದು ಹೇಳಿದರು. xyxy=(486,1225,628,1387)
volume-kannada: ಸಂಪುಟ: 09 xyxy=(28,239,72,251)
volume-english: Volume: 09 xyxy=(28,254,86,268)
lakes-subhead: ಶ್ರೀಕ್ಷೇತ್ರ ಧರ್ಮಸ್ಥಳ ಗ್ರಾಮಾಭಿವೃದ್ಧಿ ಯೋಜನೆವತಿಯಿಂದ ಜೀರ್ಣೋದ್ಧಾರ xyxy=(34,1096,374,1114)
day-english: Saturday xyxy=(262,254,311,268)
harmony-column-top: ತುರುವೇಕೆರೆ: ತಾಲೂಕಿನ ಕುಣಿಕೇನಹಳ್ಳಿಯ ಶ್ರೀ ರಂಗನಾಥಸ್ವಾಮಿ, ಶ್ರೀ ಆಂಜನೇಯಸ್ವಾಮಿ, ಶ್ರೀ ಚನ್ನಕೇಶವಸ್ವಾಮಿ ದೇವರುಗಳ ಜಾತ್ರೆ ಸಂದರ್ಭದಲ್ಲಿ ಗ್ರಾಮದ ಸೌಹಾರ್ದತೆ ಕದಡುವ ಕೆಲಸ ಮಾಡುತ್ತಿರುವವರ ವಿರುದ್ಧ ಕ್ರಮ ಕೈಗೊಳ್ಳಬೇಕು ಎಂದು ಗ್ರಾಮಸ್ಥರು ಆಗ್ರಹಿಸಿದರು. ಗ್ರಾಮದಲ್ಲಿ ಎಲ್ಲಾ ಜಾತಿ ಧರ್ಮದವರು ಅನ್ಯೋನ್ಯವಾಗಿ ಬದುಕುತ್ತಿದ್ದು ಕೆಲವರು ಜಾತಿ ಭೇದ ಸೃಷ್ಟಿಸುತ್ತಿದ್ದಾರೆ. ಇದರಿಂದ ಗ್ರಾಮದ ಶಾಂತಿಗೆ ಭಂಗ ಬರುತ್ತಿದೆ ಎಂದರು. xyxy=(486,1097,628,1208)
tagline: ಇದು ಜನರ ದನಿ... xyxy=(542,160,619,174)
ad-qr-code xyxy=(706,140,728,162)
bridge-column-b: ಸೇತುವೆ ಸಮೀಪದಲ್ಲೇ ಹಿಂದೂ ರುದ್ರಭೂಮಿ (ಸುಡುವ ಹಳ್ಳ) ಬ್ರಾಹ್ಮಣ ವೈಕ್ಕ ಹಾಗೂ ಕ್ಷತ್ರಿಯ ಸಮಾಜದ ಸಮುದಾಯ ಭವನ ಇದ್ದು ರುದ್ರಭೂಮಿಯನ್ನು ಉಪಯೋಗಿಸುತ್ತಾರೆ. ಶವವನ್ನು ನಾಗರೀಕರು ಹೊತ್ತು ಸಾಗಬೇಕಾದ ಸಾಹಸಕ್ಕೆ ತೊಂದರೆ ಆಗುತ್ತಿತ್ತು. ಮಳೆಗಾಲದಲ್ಲಿ ನೀರು ತುಂಬಿ ಹರಿದಾಗ ಸಂಚಾರ ಕಷ್ಟವಾಗುತ್ತಿತ್ತು. ಸಚಿವರ ಅನುದಾನದಿಂದ ಈಗ ಸೇತುವೆ ನಿರ್ಮಾಣವಾಗಿದೆ. ಏಪ್ರಿಲ್ 13 ರಂದು ಬೆಳಗ್ಗೆ 11 ಗಂಟೆಗೆ ಉದ್ಘಾಟನಾ ಸಮಾರಂಭ ನಡೆಯಲಿದೆ. ಪುರಸಭೆ ಅಧ್ಯಕ್ಷರು ಮತ್ತು ಸದಸ್ಯರು ಭಾಗವಹಿಸಲಿದ್ದಾರೆ ಎಂದು ತಿಳಿಸಿದ್ದಾರೆ. xyxy=(194,867,356,978)
bridge-body-top: ಮಧುಗಿರಿ: ಇಲ್ಲಿನ ಪುರಸಭೆ ವ್ಯಾಪ್ತಿಯ ರಾಘವೇಂದ್ರ ಕಾಲೋನಿ ಮತ್ತು ಭಕ್ತರಹಳ್ಳಿ ಸಂಪರ್ಕಿಸುವ ಹಳ್ಳಕ್ಕೆ ಅಡ್ಡ ನಿರ್ಮಿಸಿರುವ 2.5 ಕೋಟಿ ರೂ ವೆಚ್ಚದಲ್ಲಿ ನಿರ್ಮಾಣ ಮಾಡಿರುವ ಸೇತುವೆಯನ್ನು ಈ ಅಭಿವೃದ್ಧಿ ಕಾಮಗಾರಿಯನ್ನು ಸಹಕಾರ ಸಚಿವ ಕೆ.ಎನ್. ರಾಜಣ್ಣ ಏಪ್ರಿಲ್ 13 ರಂದು ಉದ್ಘಾಟಿಸಿ ಲೋಕಾರ್ಪಣೆಗೊಳಿಸಲಿದ್ದಾರೆ ಎಂದು ಪುರಸಭೆ ಉಪಾಧ್ಯಕ್ಷ ಸುಜಾತ ಶಂಕರ್ ನಾರಾಯಣ್ ತಿಳಿಸಿದ್ದಾರೆ. xyxy=(28,743,188,829)
date-english: Date : 12-04-2025 xyxy=(160,254,251,268)
registration-number: Regn No: L2/RNP-124/TMR/2023-25 xyxy=(352,240,561,254)
bridge-headline: ಏ.13: ಸೇತುವೆ ಲೋಕಾರ್ಪಣೆ xyxy=(28,704,294,734)
